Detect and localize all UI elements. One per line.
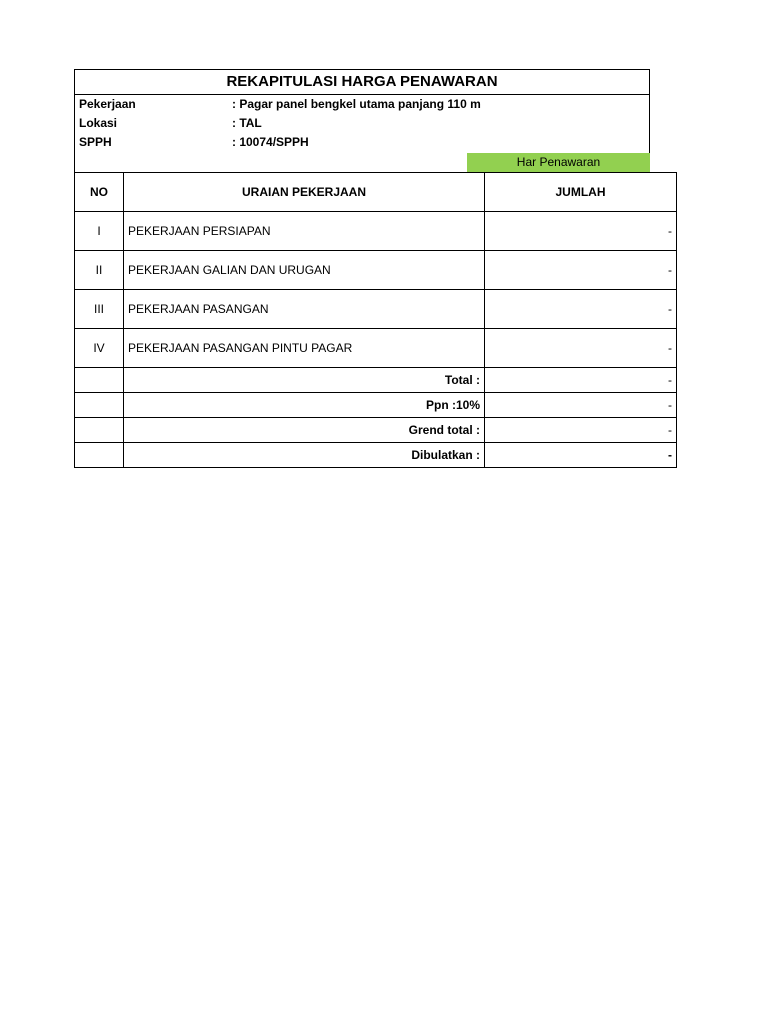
- info-value: : Pagar panel bengkel utama panjang 110 m: [232, 97, 481, 111]
- summary-label: Ppn :10%: [124, 393, 485, 418]
- table-header-row: [75, 173, 677, 212]
- row-jumlah: -: [485, 329, 677, 368]
- row-no: III: [75, 290, 124, 329]
- info-label: SPPH: [79, 135, 112, 149]
- recap-sheet: [74, 69, 672, 468]
- row-uraian: PEKERJAAN PASANGAN PINTU PAGAR: [124, 329, 485, 368]
- price-column-header: Har Penawaran: [467, 153, 650, 172]
- summary-row-ppn: [75, 393, 677, 418]
- summary-row-grand-total: [75, 418, 677, 443]
- table-row: [75, 251, 677, 290]
- row-no: IV: [75, 329, 124, 368]
- project-info: [75, 95, 649, 172]
- summary-label: Grend total :: [124, 418, 485, 443]
- row-jumlah: -: [485, 251, 677, 290]
- row-no: II: [75, 251, 124, 290]
- row-no: I: [75, 212, 124, 251]
- summary-value: -: [485, 368, 677, 393]
- table-row: [75, 212, 677, 251]
- row-jumlah: -: [485, 212, 677, 251]
- header-jumlah: JUMLAH: [485, 173, 677, 212]
- table-row: [75, 329, 677, 368]
- header-box: [74, 69, 650, 172]
- info-value: : TAL: [232, 116, 262, 130]
- row-uraian: PEKERJAAN PASANGAN: [124, 290, 485, 329]
- summary-value: -: [485, 418, 677, 443]
- summary-row-total: [75, 368, 677, 393]
- info-label: Pekerjaan: [79, 97, 136, 111]
- header-uraian: URAIAN PEKERJAAN: [124, 173, 485, 212]
- header-no: NO: [75, 173, 124, 212]
- summary-row-rounded: [75, 443, 677, 468]
- table-row: [75, 290, 677, 329]
- summary-value: -: [485, 443, 677, 468]
- row-uraian: PEKERJAAN PERSIAPAN: [124, 212, 485, 251]
- info-value: : 10074/SPPH: [232, 135, 309, 149]
- summary-label: Dibulatkan :: [124, 443, 485, 468]
- row-jumlah: -: [485, 290, 677, 329]
- info-label: Lokasi: [79, 116, 118, 130]
- summary-label: Total :: [124, 368, 485, 393]
- row-uraian: PEKERJAAN GALIAN DAN URUGAN: [124, 251, 485, 290]
- page-title: REKAPITULASI HARGA PENAWARAN: [75, 70, 649, 95]
- recap-table: [74, 172, 677, 468]
- summary-value: -: [485, 393, 677, 418]
